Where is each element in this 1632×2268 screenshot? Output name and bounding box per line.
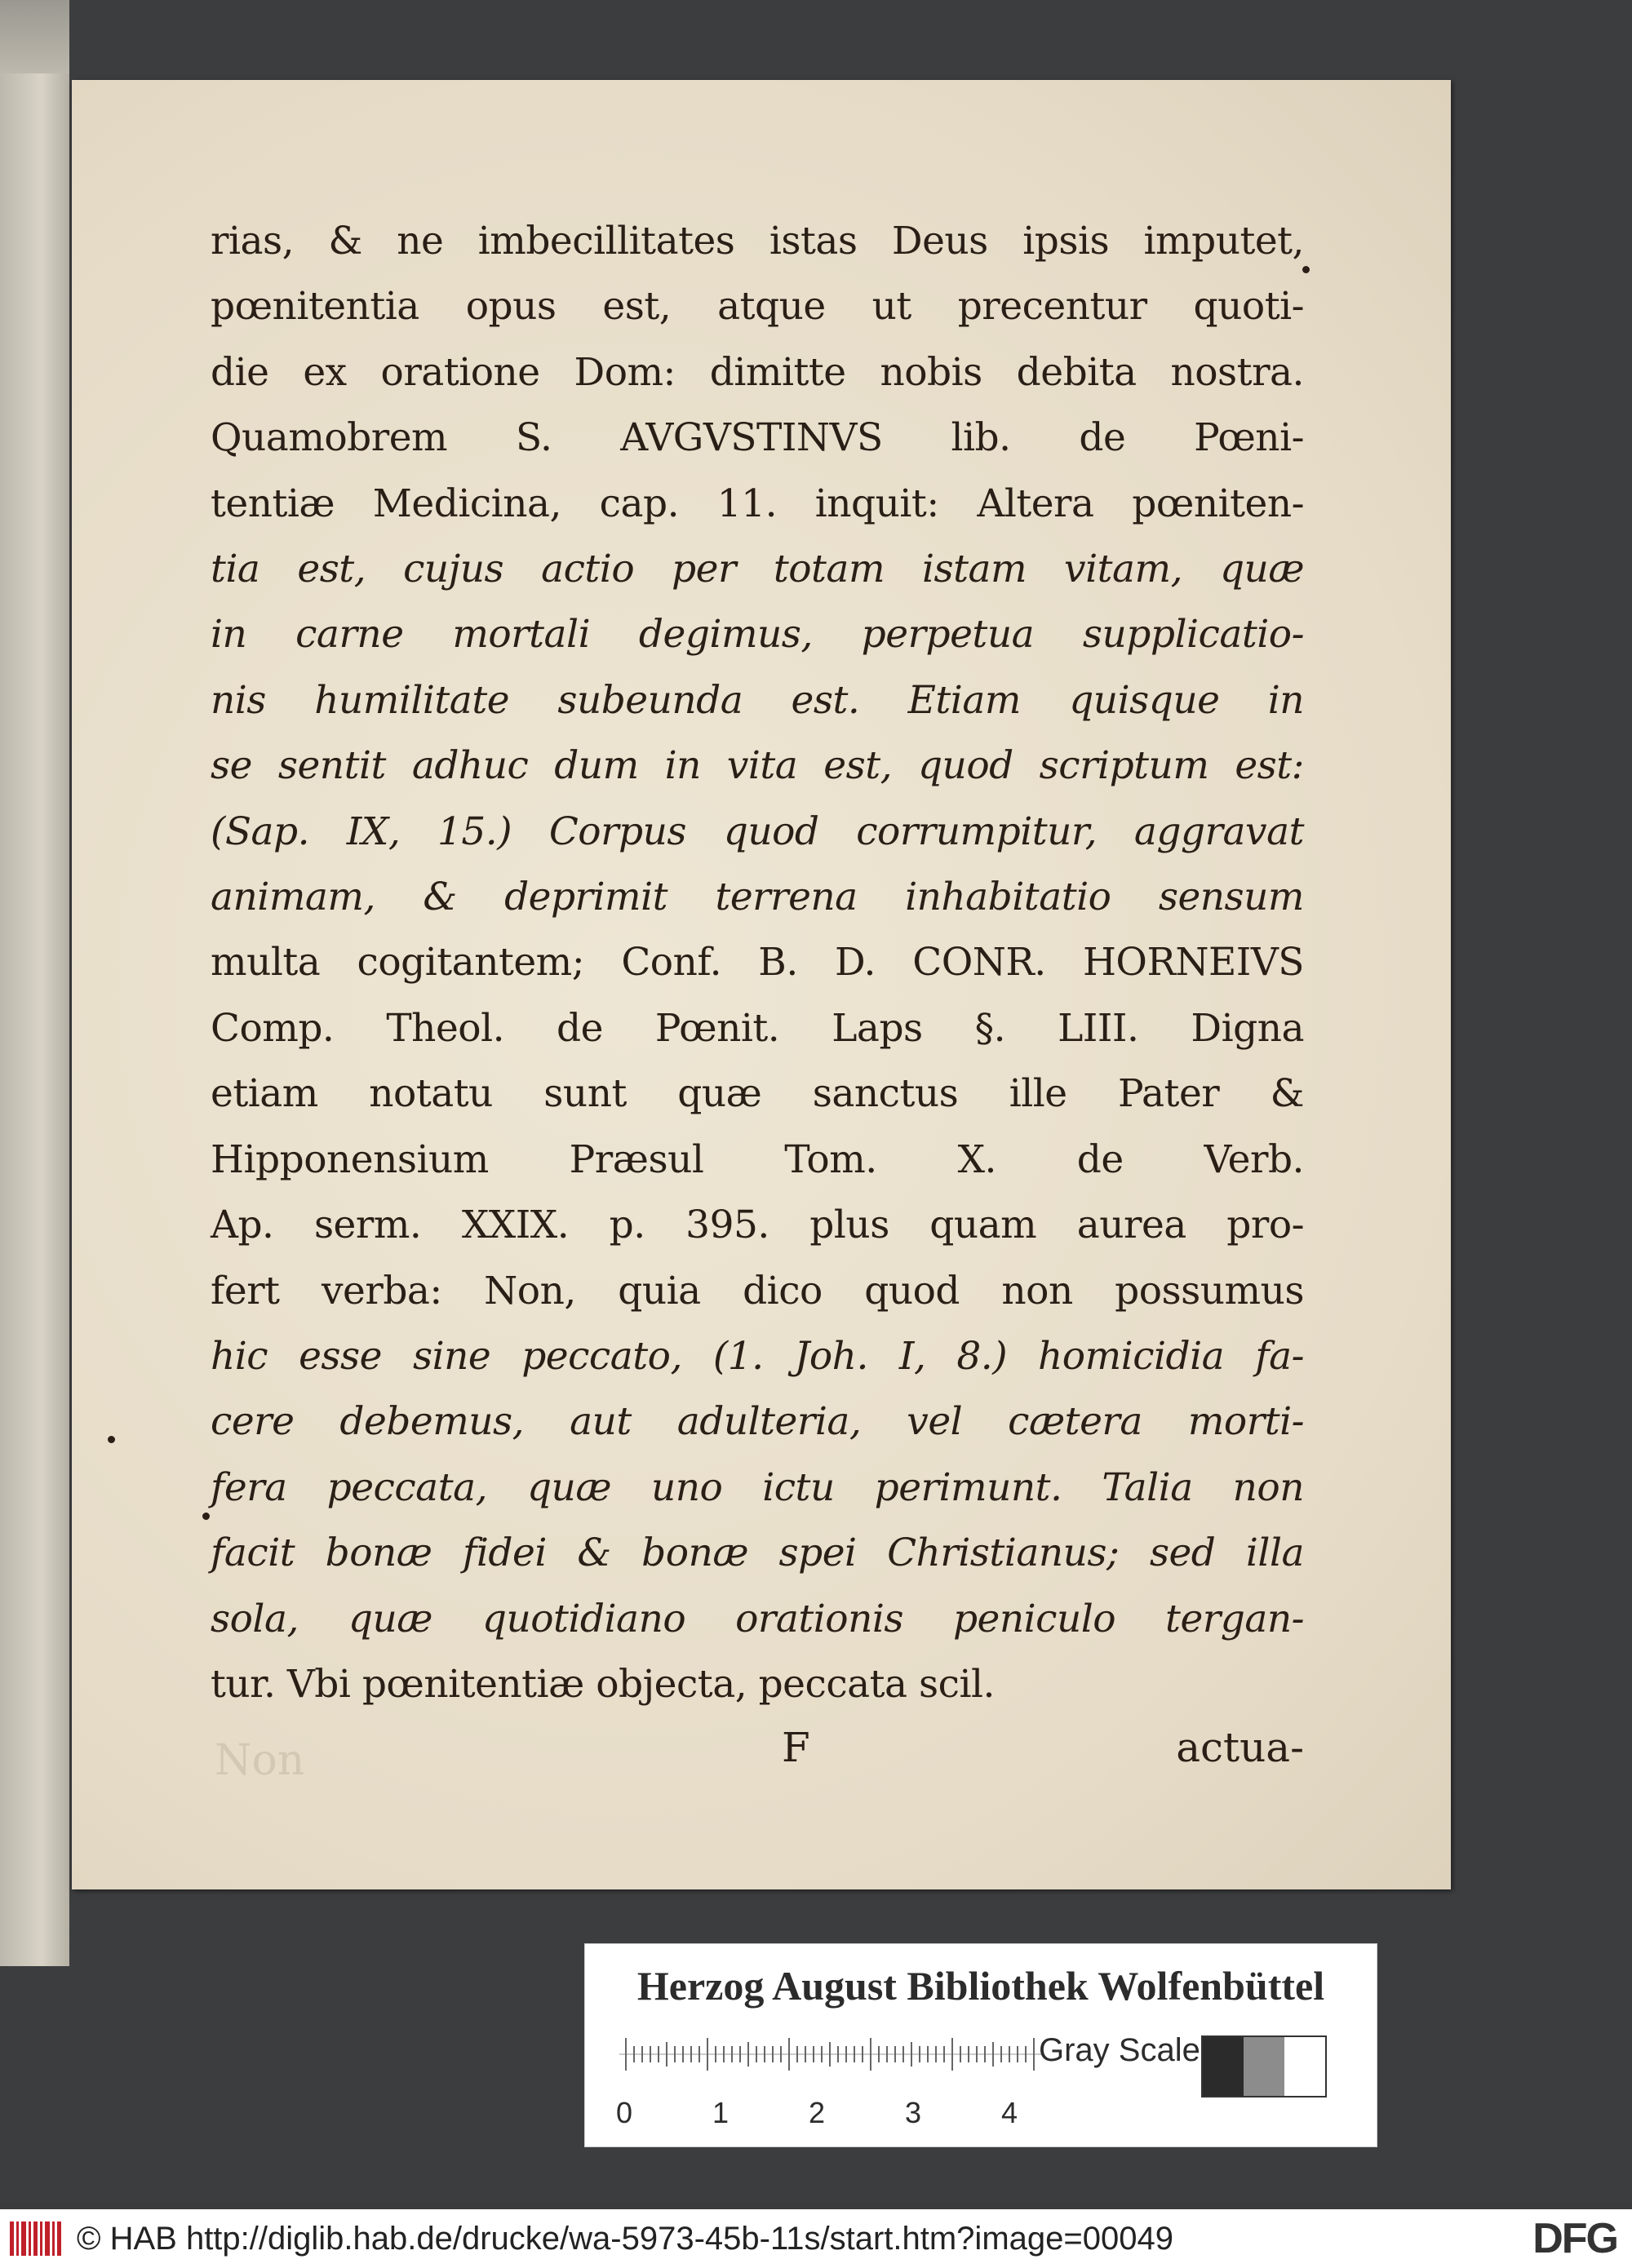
signature-mark: F: [782, 1724, 810, 1771]
margin-dot: [108, 1436, 115, 1443]
text-line: hic esse sine peccato, (1. Joh. I, 8.) homicidia fa-: [211, 1333, 1304, 1379]
ruler-number: 2: [809, 2096, 826, 2129]
institution-name: Herzog August Bibliothek Wolfenbüttel: [636, 1963, 1325, 2009]
text-line: multa cogitantem; Conf. B. D. CONR. HORNEIVS: [211, 940, 1304, 986]
text-line: Quamobrem S. AVGVSTINVS lib. de Pœni-: [211, 415, 1304, 461]
page-text: [211, 209, 1304, 1717]
text-line: animam, & deprimit terrena inhabitatio sensum: [211, 875, 1304, 920]
text-line: (Sap. IX, 15.) Corpus quod corrumpitur, aggravat: [211, 808, 1304, 854]
ruler-number: 0: [616, 2096, 633, 2129]
catchword: actua-: [1176, 1724, 1304, 1771]
ruler-number: 4: [1001, 2096, 1018, 2129]
text-line: in carne mortali degimus, perpetua supplicatio-: [211, 612, 1304, 658]
text-line: Ap. serm. XXIX. p. 395. plus quam aurea pro-: [211, 1203, 1304, 1248]
margin-dot: [202, 1513, 210, 1520]
dfg-logo: DFG: [1532, 2215, 1617, 2262]
text-line: Comp. Theol. de Pœnit. Laps §. LIII. Digna: [211, 1005, 1304, 1051]
text-line: rias, & ne imbecillitates istas Deus ipsis imputet,: [211, 219, 1304, 264]
bleed-through-text: Non: [215, 1736, 305, 1785]
barcode-icon: [8, 2218, 65, 2259]
page-footer-line: [211, 1724, 1304, 1781]
gray-swatch-light: [1284, 2037, 1325, 2096]
viewer-footer: [0, 2209, 1632, 2268]
text-line: fert verba: Non, quia dico quod non possumus: [211, 1268, 1304, 1313]
left-page-edge: [0, 0, 69, 73]
text-line: tia est, cujus actio per totam istam vitam, quæ: [211, 547, 1304, 592]
ruler-number: 3: [905, 2096, 922, 2129]
source-url[interactable]: © HAB http://diglib.hab.de/drucke/wa-5973-45b-11s/start.htm?image=00049: [77, 2220, 1173, 2257]
ruler-scale: [619, 2026, 1044, 2083]
text-line: sola, quæ quotidiano orationis peniculo tergan-: [211, 1596, 1304, 1641]
text-line: se sentit adhuc dum in vita est, quod scriptum est:: [211, 743, 1304, 789]
gray-scale-label: Gray Scale: [1039, 2032, 1200, 2068]
text-line: die ex oratione Dom: dimitte nobis debita nostra.: [211, 349, 1304, 395]
text-line: cere debemus, aut adulteria, vel cætera morti-: [211, 1399, 1304, 1445]
ruler-numbers: [616, 2096, 1073, 2135]
gray-swatch-dark: [1203, 2037, 1244, 2096]
library-label: [584, 1943, 1377, 2147]
gray-swatch-mid: [1244, 2037, 1284, 2096]
text-line: etiam notatu sunt quæ sanctus ille Pater &: [211, 1071, 1304, 1117]
text-line: nis humilitate subeunda est. Etiam quisque in: [211, 677, 1304, 723]
book-page: [72, 80, 1451, 1889]
text-line: tur. Vbi pœnitentiæ objecta, peccata scil.: [211, 1661, 995, 1707]
text-line: facit bonæ fidei & bonæ spei Christianus; sed illa: [211, 1530, 1304, 1576]
margin-dot: [1302, 266, 1310, 273]
text-line: Hipponensium Præsul Tom. X. de Verb.: [211, 1136, 1304, 1182]
gray-scale-swatch: [1201, 2035, 1327, 2097]
ruler-number: 1: [712, 2096, 730, 2129]
text-line: tentiæ Medicina, cap. 11. inquit: Altera pœniten-: [211, 481, 1304, 526]
text-line: fera peccata, quæ uno ictu perimunt. Talia non: [211, 1464, 1304, 1510]
facing-page-edge: [0, 73, 69, 1966]
text-line: pœnitentia opus est, atque ut precentur quoti-: [211, 284, 1304, 330]
